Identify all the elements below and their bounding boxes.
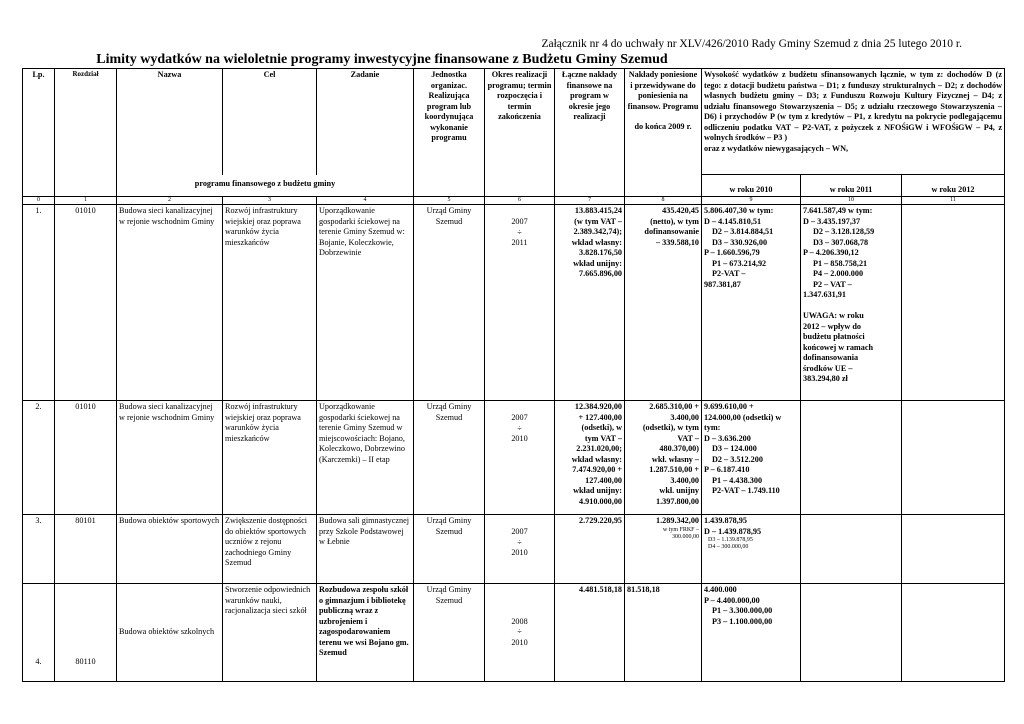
cell-naklady-line: 2.685.310,00 + xyxy=(649,402,699,411)
cell-y2011-line xyxy=(803,301,899,312)
cell-cel: Rozwój infrastruktury wiejskiej oraz poprawa warunków życia mieszkańców xyxy=(223,205,317,401)
cell-laczne-line: + 127.400,00 xyxy=(578,412,622,422)
cell-lp: 1. xyxy=(23,205,55,401)
cell-okres-line: 2007 xyxy=(511,413,528,422)
cell-rozdzial: 01010 xyxy=(55,205,117,401)
table-row xyxy=(23,401,1005,515)
index-cell: 10 xyxy=(801,197,902,205)
cell-y2011-line: końcowej w ramach xyxy=(803,342,874,352)
cell-y2010-line: tym: xyxy=(704,423,721,432)
cell-y2010-line: 124.000,00 (odsetki) w xyxy=(704,412,782,422)
cell-y2010 xyxy=(702,401,801,515)
header-row xyxy=(23,69,1005,175)
cell-laczne-line: 127.400,00 xyxy=(585,475,622,485)
cell-y2011-line: D3 – 307.068,78 xyxy=(813,237,869,247)
cell-zadanie: Uporządkowanie gospodarki ściekowej na terenie Gminy Szemud w miejscowościach: Bojano, Koleczkowo, Dobrzewino (Karczemki) – II etap xyxy=(317,401,414,515)
cell-y2010-line: D3 – 124.000 xyxy=(712,444,757,453)
cell-nazwa: Budowa sieci kanalizacyjnej w rejonie wschodnim Gminy xyxy=(117,205,223,401)
table-row xyxy=(23,515,1005,584)
index-cell: 7 xyxy=(555,197,625,205)
cell-y2011 xyxy=(801,401,902,515)
cell-y2011-line: P – 4.206.390,12 xyxy=(803,248,859,257)
cell-y2011-line: P4 – 2.000.000 xyxy=(813,269,864,278)
index-cell: 3 xyxy=(223,197,317,205)
cell-laczne-line: wkład unijny: xyxy=(573,486,622,495)
cell-naklady-line: 81.518,18 xyxy=(627,585,660,594)
cell-y2011-line: dofinansowania xyxy=(803,353,859,362)
cell-y2011-line: 1.347.631,91 xyxy=(803,290,846,299)
cell-okres-line: 2010 xyxy=(511,637,528,647)
cell-laczne xyxy=(555,205,625,401)
year-2012: w roku 2012 xyxy=(902,175,1005,197)
cell-nazwa: Budowa obiektów szkolnych xyxy=(117,584,223,682)
cell-y2010-line: D3 – 330.926,00 xyxy=(712,237,768,247)
cell-y2010-line: D – 4.145.810,51 xyxy=(704,216,762,226)
table-row xyxy=(23,584,1005,682)
col-wysokosc-wn: oraz z wydatków niewygasających – WN, xyxy=(704,143,849,153)
cell-cel: Stworzenie odpowiednich warunków nauki, racjonalizacja sieci szkół xyxy=(223,584,317,682)
cell-okres xyxy=(485,584,555,682)
cell-laczne-line: wkład własny: xyxy=(571,454,622,464)
cell-y2010 xyxy=(702,584,801,682)
cell-cel: Zwiększenie dostępności do obiektów sportowych uczniów z rejonu zachodniego Gminy Szemud xyxy=(223,515,317,584)
cell-naklady-line: dofinansowanie xyxy=(644,227,699,236)
cell-okres-line: ÷ xyxy=(517,227,522,237)
cell-okres xyxy=(485,515,555,584)
cell-naklady xyxy=(625,401,702,515)
cell-okres-line: ÷ xyxy=(517,423,522,433)
cell-y2010-line: 9.699.610,00 + xyxy=(704,402,754,411)
cell-laczne-line: (w tym VAT – xyxy=(574,216,622,226)
cell-laczne-line: 13.883.415,24 xyxy=(574,206,622,215)
cell-y2011-line: budżetu płatności xyxy=(803,332,865,341)
index-cell: 4 xyxy=(317,197,414,205)
cell-naklady-line: wkł. własny – xyxy=(651,454,699,464)
cell-naklady-line: wkł. unijny xyxy=(659,486,699,495)
cell-nazwa: Budowa obiektów sportowych xyxy=(117,515,223,584)
cell-jednostka: Urząd Gminy Szemud xyxy=(414,401,485,515)
col-zadanie: Zadanie xyxy=(317,69,414,175)
cell-naklady-line: 3.400,00 xyxy=(670,412,699,422)
cell-rozdzial: 80110 xyxy=(55,584,117,682)
cell-y2010-line: P2-VAT – xyxy=(712,269,746,278)
y2010-note: D3 – 1.139.878,95 xyxy=(708,537,753,543)
program-label: programu finansowego z budżetu gminy xyxy=(117,175,414,197)
col-wysokosc xyxy=(702,69,1005,175)
cell-y2010-line: D – 3.636.200 xyxy=(704,433,751,443)
col-naklady-label: Nakłady poniesione i przewidywane do poniesienia na finansow. Programu xyxy=(627,70,699,111)
cell-lp: 4. xyxy=(23,584,55,682)
cell-rozdzial: 80101 xyxy=(55,515,117,584)
index-cell: 6 xyxy=(485,197,555,205)
col-naklady-date: do końca 2009 r. xyxy=(634,122,692,131)
cell-laczne-line: 2.231.020,00; xyxy=(576,444,622,453)
cell-y2010 xyxy=(702,515,801,584)
cell-okres-line: ÷ xyxy=(517,627,522,637)
cell-naklady-line: (netto), w tym xyxy=(650,216,699,226)
cell-y2011 xyxy=(801,584,902,682)
document-title: Limity wydatków na wieloletnie programy inwestycyjne finansowane z Budżetu Gminy Szemud xyxy=(96,52,668,67)
col-laczne: Łączne nakłady finansowe na program w okresie jego realizacji xyxy=(555,69,625,197)
cell-y2010-line: P3 – 1.100.000,00 xyxy=(712,616,773,626)
cell-y2010-line: P – 4.400.000,00 xyxy=(704,595,760,605)
cell-laczne-line: 4.910.000,00 xyxy=(579,496,622,506)
cell-laczne-line: 12.384.920,00 xyxy=(574,402,622,411)
index-cell: 11 xyxy=(902,197,1005,205)
cell-y2011-line: środków UE – xyxy=(803,363,853,373)
cell-naklady-line: 1.397.800,00 xyxy=(656,496,699,506)
cell-naklady-line: 1.289.342,00 xyxy=(656,516,699,525)
cell-laczne-line: 4.481.518,18 xyxy=(579,585,622,594)
cell-y2010-line: P – 1.660.596,79 xyxy=(704,248,760,257)
attachment-note: Załącznik nr 4 do uchwały nr XLV/426/2010 Rady Gminy Szemud z dnia 25 lutego 2010 r. xyxy=(541,38,962,50)
cell-y2010-line: D2 – 3.512.200 xyxy=(712,454,763,464)
cell-y2010-line: 987.381,87 xyxy=(704,279,741,289)
cell-y2011-line: 2012 – wpływ do xyxy=(803,321,862,331)
cell-y2012 xyxy=(902,584,1005,682)
cell-naklady-line: 3.400,00 xyxy=(670,475,699,485)
cell-naklady-line: (odsetki), w tym xyxy=(642,423,699,432)
cell-jednostka: Urząd Gminy Szemud xyxy=(414,584,485,682)
cell-y2011-line: D2 – 3.128.128,59 xyxy=(813,227,875,236)
cell-y2012 xyxy=(902,205,1005,401)
cell-okres-line: 2008 xyxy=(511,616,528,626)
col-jednostka: Jednostka organizac. Realizująca program lub koordynująca wykonanie programu xyxy=(414,69,485,197)
cell-naklady-line: VAT – xyxy=(677,433,699,443)
naklady-note: 300.000,00 xyxy=(672,533,699,540)
cell-y2010-line: D – 1.439.878,95 xyxy=(704,526,762,536)
naklady-note: w tym FRKF – xyxy=(662,526,699,533)
cell-laczne-line: wkład własny: xyxy=(571,237,622,247)
table-row xyxy=(23,205,1005,401)
cell-jednostka: Urząd Gminy Szemud xyxy=(414,205,485,401)
cell-y2010-line: P2-VAT – 1.749.110 xyxy=(712,486,780,495)
cell-laczne-line: 3.828.176,50 xyxy=(579,248,622,257)
col-cel: Cel xyxy=(223,69,317,175)
col-nazwa: Nazwa xyxy=(117,69,223,175)
cell-y2010-line: 1.439.878,95 xyxy=(704,516,747,525)
index-cell: 8 xyxy=(625,197,702,205)
col-lp: Lp. xyxy=(23,69,55,197)
cell-laczne-line: (odsetki), w xyxy=(581,423,622,432)
cell-y2011 xyxy=(801,515,902,584)
cell-y2010-line: 5.806.407,30 w tym: xyxy=(704,206,774,215)
cell-okres-line: 2007 xyxy=(511,217,528,226)
index-cell: 1 xyxy=(55,197,117,205)
cell-y2010-line: P1 – 3.300.000,00 xyxy=(712,606,773,615)
index-cell: 5 xyxy=(414,197,485,205)
col-okres: Okres realizacji programu; termin rozpoczęcia i termin zakończenia xyxy=(485,69,555,197)
cell-y2011-line: D – 3.435.197,37 xyxy=(803,216,861,226)
cell-y2010-line: P1 – 673.214,92 xyxy=(712,258,767,268)
year-2010: w roku 2010 xyxy=(702,175,801,197)
cell-okres xyxy=(485,401,555,515)
cell-rozdzial: 01010 xyxy=(55,401,117,515)
cell-laczne-line: 7.474.920,00 + xyxy=(572,465,622,474)
cell-lp: 2. xyxy=(23,401,55,515)
cell-y2010-line: P1 – 4.438.300 xyxy=(712,475,763,485)
cell-zadanie: Rozbudowa zespołu szkół o gimnazjum i bibliotekę publiczną wraz z uzbrojeniem i zagospodarowaniem terenu we wsi Bojano gm. Szemud xyxy=(317,584,414,682)
year-2011: w roku 2011 xyxy=(801,175,902,197)
index-cell: 9 xyxy=(702,197,801,205)
cell-zadanie: Budowa sali gimnastycznej przy Szkole Podstawowej w Łebnie xyxy=(317,515,414,584)
cell-zadanie: Uporządkowanie gospodarki ściekowej na terenie Gminy Szemud w: Bojanie, Koleczkowie, Dobrzewinie xyxy=(317,205,414,401)
cell-laczne xyxy=(555,515,625,584)
cell-y2010 xyxy=(702,205,801,401)
cell-okres-line: 2010 xyxy=(511,548,528,557)
cell-laczne-line: 2.729.220,95 xyxy=(579,516,622,525)
col-wysokosc-label: Wysokość wydatków z budżetu sfinansowanych łącznie, w tym z: dochodów D (z tego: z dotacji budżetu państwa – D1; z funduszy strukturalnych – D2; z dochodów własnych budżetu gminy – D3; z Funduszu Rozwoju Kultury Fizycznej – D4; z udziału finansowego Stowarzyszenia – D5; z udziału rzeczowego Stowarzyszenia – D6) i przychodów P (w tym z kredytów – P1, z kredytu na pokrycie podlegającemu odliczeniu podatku VAT – P2-VAT, z pożyczek z NFOŚiGW i WFOŚiGW – P4, z wolnych środków – P3 ) xyxy=(704,70,1002,142)
cell-naklady-line: 435.420,45 xyxy=(662,206,699,215)
cell-okres-line: ÷ xyxy=(517,537,522,547)
cell-laczne xyxy=(555,401,625,515)
cell-y2011 xyxy=(801,205,902,401)
cell-naklady xyxy=(625,584,702,682)
cell-y2010-line: D2 – 3.814.884,51 xyxy=(712,227,774,236)
col-naklady xyxy=(625,69,702,197)
cell-okres-line: 2011 xyxy=(511,238,528,247)
investment-table xyxy=(22,68,1005,682)
cell-laczne-line: 7.665.896,00 xyxy=(579,269,622,278)
cell-y2011-line: 7.641.587,49 w tym: xyxy=(803,206,873,215)
cell-y2011-line: P1 – 858.758,21 xyxy=(813,258,868,268)
cell-okres-line: 2010 xyxy=(511,434,528,443)
cell-okres xyxy=(485,205,555,401)
cell-laczne-line: tym VAT – xyxy=(584,433,622,443)
cell-naklady-line: 480.370,00) xyxy=(659,444,699,453)
cell-nazwa: Budowa sieci kanalizacyjnej w rejonie wschodnim Gminy xyxy=(117,401,223,515)
index-cell: 0 xyxy=(23,197,55,205)
cell-y2012 xyxy=(902,515,1005,584)
cell-laczne-line: 2.389.342,74); xyxy=(573,227,622,236)
cell-laczne-line: wkład unijny: xyxy=(573,258,622,268)
cell-jednostka: Urząd Gminy Szemud xyxy=(414,515,485,584)
cell-naklady-line: 1.287.510,00 + xyxy=(649,465,699,474)
y2010-note: D4 – 300.000,00 xyxy=(708,544,749,551)
cell-naklady xyxy=(625,515,702,584)
index-cell: 2 xyxy=(117,197,223,205)
cell-lp: 3. xyxy=(23,515,55,584)
cell-y2012 xyxy=(902,401,1005,515)
index-row xyxy=(23,197,1005,205)
cell-cel: Rozwój infrastruktury wiejskiej oraz poprawa warunków życia mieszkańców xyxy=(223,401,317,515)
cell-y2011-line: UWAGA: w roku xyxy=(803,311,864,320)
cell-naklady-line: – 339.588,10 xyxy=(656,237,699,247)
cell-y2011-line: P2 – VAT – xyxy=(813,279,852,289)
cell-y2010-line: 4.400.000 xyxy=(704,585,737,594)
cell-laczne xyxy=(555,584,625,682)
cell-y2010-line: P – 6.187.410 xyxy=(704,465,750,474)
cell-naklady xyxy=(625,205,702,401)
col-rozdzial: Rozdział xyxy=(55,69,117,197)
cell-y2011-line: 383.294,80 zł xyxy=(803,374,848,383)
cell-okres-line: 2007 xyxy=(511,527,528,536)
